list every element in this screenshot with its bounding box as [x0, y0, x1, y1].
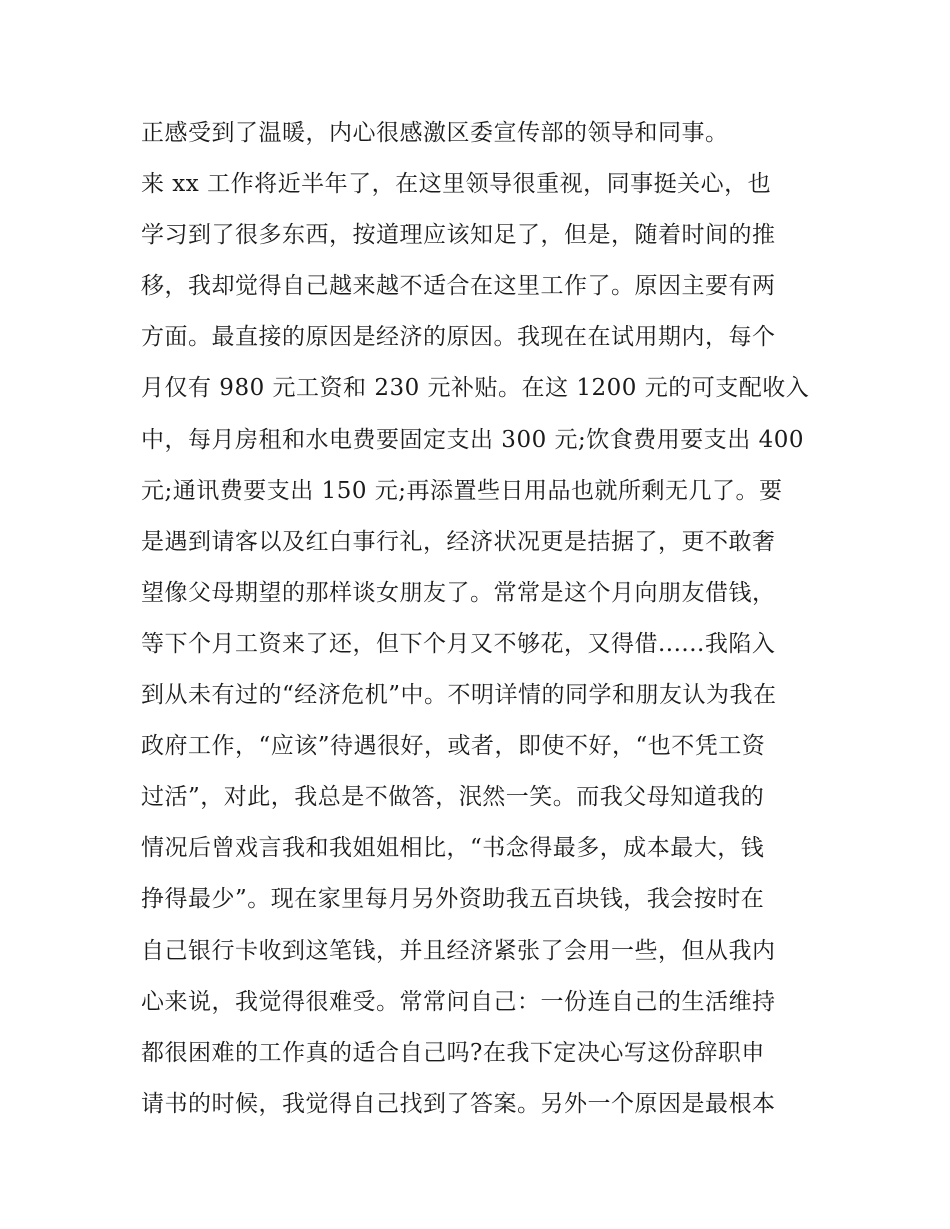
text-line: 方面。最直接的原因是经济的原因。我现在在试用期内，每个 [141, 324, 776, 351]
text-line: 正感受到了温暖，内心很感激区委宣传部的领导和同事。 [141, 120, 729, 146]
text-line: 请书的时候，我觉得自己找到了答案。另外一个原因是最根本 [141, 1090, 776, 1117]
text-line: 政府工作，“应该”待遇很好，或者，即使不好，“也不凭工资 [141, 733, 766, 760]
text-line: 等下个月工资来了还，但下个月又不够花，又得借......我陷入 [141, 630, 776, 657]
text-line: 都很困难的工作真的适合自己吗?在我下定决心写这份辞职申 [141, 1039, 765, 1066]
text-line: 情况后曾戏言我和我姐姐相比，“书念得最多，成本最大，钱 [141, 835, 765, 862]
text-line: 过活”，对此，我总是不做答，泯然一笑。而我父母知道我的 [141, 784, 765, 811]
body-text [141, 108, 821, 1130]
text-line: 心来说，我觉得很难受。常常问自己：一份连自己的生活维持 [141, 988, 776, 1015]
text-line: 到从未有过的“经济危机”中。不明详情的同学和朋友认为我在 [141, 682, 777, 709]
text-line: 挣得最少”。现在家里每月另外资助我五百块钱，我会按时在 [141, 886, 765, 913]
text-line: 月仅有 980 元工资和 230 元补贴。在这 1200 元的可支配收入 [141, 375, 810, 402]
text-line: 移，我却觉得自己越来越不适合在这里工作了。原因主要有两 [141, 273, 776, 300]
text-line: 元;通讯费要支出 150 元;再添置些日用品也就所剩无几了。要 [141, 477, 783, 504]
text-line: 是遇到请客以及红白事行礼，经济状况更是拮据了，更不敢奢 [141, 528, 776, 555]
text-line: 自己银行卡收到这笔钱，并且经济紧张了会用一些，但从我内 [141, 937, 776, 964]
text-line: 中，每月房租和水电费要固定支出 300 元;饮食费用要支出 400 [141, 426, 804, 453]
text-line: 望像父母期望的那样谈女朋友了。常常是这个月向朋友借钱， [141, 579, 776, 606]
text-line: 来 xx 工作将近半年了，在这里领导很重视，同事挺关心，也 [141, 171, 772, 198]
text-line: 学习到了很多东西，按道理应该知足了，但是，随着时间的推 [141, 222, 776, 249]
